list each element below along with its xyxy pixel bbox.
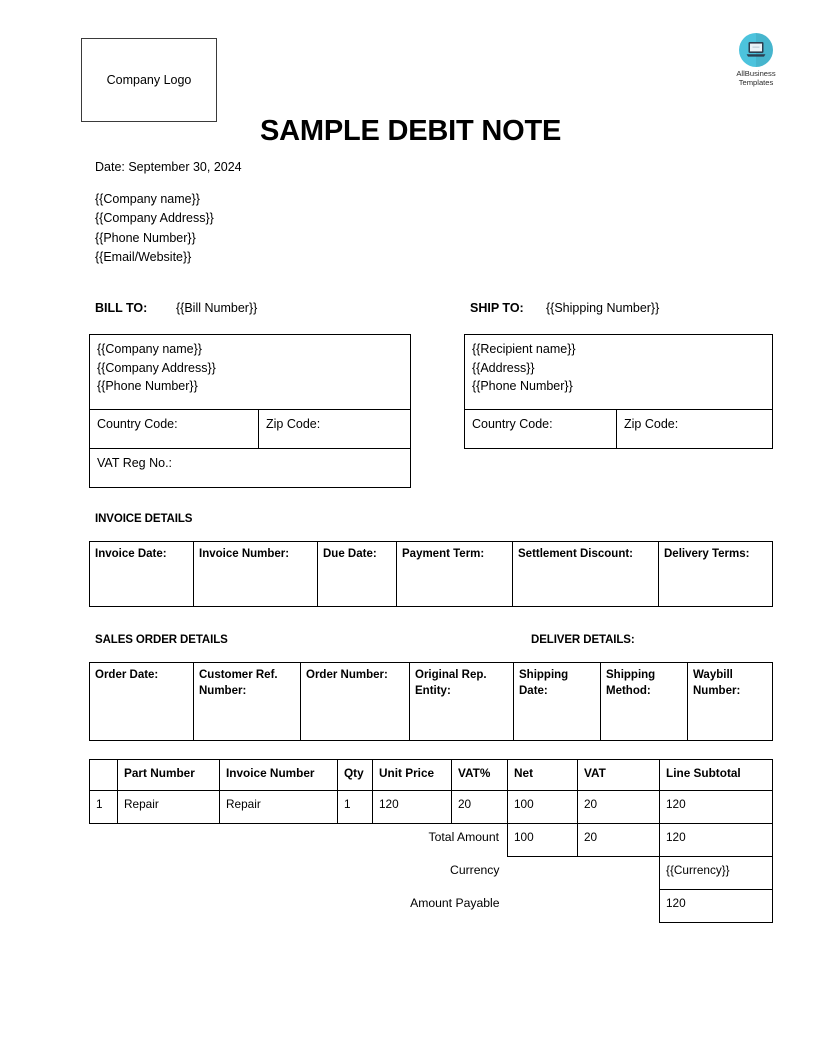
sender-phone: {{Phone Number}}	[95, 230, 196, 245]
table-row	[90, 449, 411, 488]
bill-number-value: {{Bill Number}}	[176, 301, 258, 315]
bill-to-address-cell	[90, 335, 411, 410]
total-amount-row	[90, 824, 773, 857]
cell-qty: 1	[338, 791, 373, 824]
line-items-table	[89, 759, 773, 923]
allbusiness-templates-brand	[722, 33, 790, 88]
col-vat: VAT	[578, 760, 660, 791]
sender-company: {{Company name}}	[95, 192, 200, 206]
cell-index: 1	[90, 791, 118, 824]
col-invoice-number: Invoice Number:	[194, 542, 318, 607]
table-row	[465, 410, 773, 449]
col-waybill-number: Waybill Number:	[688, 663, 773, 741]
col-vat-percent: VAT%	[452, 760, 508, 791]
document-date: Date: September 30, 2024	[95, 160, 242, 174]
col-order-date: Order Date:	[90, 663, 194, 741]
col-payment-term: Payment Term:	[397, 542, 513, 607]
cell-unit-price: 120	[373, 791, 452, 824]
table-row	[90, 335, 411, 410]
page-title: SAMPLE DEBIT NOTE	[260, 115, 562, 147]
bill-to-company: {{Company name}}	[97, 342, 202, 356]
col-unit-price: Unit Price	[373, 760, 452, 791]
bill-to-label: BILL TO:	[95, 301, 148, 315]
ship-to-label: SHIP TO:	[470, 301, 524, 315]
ship-to-zip-code-cell: Zip Code:	[617, 410, 773, 449]
table-header-row	[90, 760, 773, 791]
sales-order-details-heading: SALES ORDER DETAILS	[95, 634, 228, 646]
currency-label: Currency	[450, 862, 500, 877]
col-index	[90, 760, 118, 791]
total-amount-label: Total Amount	[428, 830, 499, 844]
col-part-number: Part Number	[118, 760, 220, 791]
bill-to-zip-code-cell: Zip Code:	[259, 410, 411, 449]
payable-spacer-net	[508, 890, 578, 923]
col-due-date: Due Date:	[318, 542, 397, 607]
col-invoice-date: Invoice Date:	[90, 542, 194, 607]
bill-to-address: {{Company Address}}	[97, 360, 216, 375]
brand-line-2: Templates	[738, 78, 774, 88]
ship-to-address: {{Address}}	[472, 360, 535, 375]
invoice-details-heading: INVOICE DETAILS	[95, 513, 193, 525]
company-logo-label: Company Logo	[106, 73, 192, 87]
cell-vat-percent: 20	[452, 791, 508, 824]
col-settlement-discount: Settlement Discount:	[513, 542, 659, 607]
sender-email: {{Email/Website}}	[95, 249, 192, 264]
table-row	[90, 791, 773, 824]
currency-spacer-net	[508, 857, 578, 890]
amount-payable-value: 120	[660, 890, 773, 923]
brand-line-1: AllBusiness	[736, 69, 776, 78]
amount-payable-label: Amount Payable	[410, 895, 500, 910]
col-shipping-date: Shipping Date:	[514, 663, 601, 741]
ship-to-recipient: {{Recipient name}}	[472, 342, 576, 356]
shipping-number-value: {{Shipping Number}}	[546, 301, 660, 315]
col-delivery-terms: Delivery Terms:	[659, 542, 773, 607]
cell-line-subtotal: 120	[660, 791, 773, 824]
total-net-value: 100	[508, 824, 578, 857]
company-logo-placeholder	[81, 38, 217, 122]
ship-to-address-cell	[465, 335, 773, 410]
col-order-number: Order Number:	[301, 663, 410, 741]
sender-address-block	[95, 190, 214, 267]
amount-payable-row	[90, 890, 773, 923]
currency-row	[90, 857, 773, 890]
cell-item-invoice-number: Repair	[220, 791, 338, 824]
bill-to-country-code-cell: Country Code:	[90, 410, 259, 449]
cell-vat: 20	[578, 791, 660, 824]
total-subtotal-value: 120	[660, 824, 773, 857]
currency-value: {{Currency}}	[660, 857, 773, 890]
col-net: Net	[508, 760, 578, 791]
ship-to-phone: {{Phone Number}}	[472, 379, 573, 394]
payable-spacer-vat	[578, 890, 660, 923]
sender-address: {{Company Address}}	[95, 211, 214, 226]
table-row	[90, 410, 411, 449]
deliver-details-heading: DELIVER DETAILS:	[531, 634, 635, 646]
table-header-row	[90, 542, 773, 607]
col-original-rep-entity: Original Rep. Entity:	[410, 663, 514, 741]
bill-to-phone: {{Phone Number}}	[97, 379, 198, 394]
cell-net: 100	[508, 791, 578, 824]
laptop-icon	[739, 33, 773, 67]
currency-spacer-vat	[578, 857, 660, 890]
col-qty: Qty	[338, 760, 373, 791]
bill-to-vat-reg-cell: VAT Reg No.:	[90, 449, 411, 488]
col-line-subtotal: Line Subtotal	[660, 760, 773, 791]
sales-order-details-table	[89, 662, 773, 741]
table-header-row	[90, 663, 773, 741]
total-vat-value: 20	[578, 824, 660, 857]
cell-part-number: Repair	[118, 791, 220, 824]
col-item-invoice-number: Invoice Number	[220, 760, 338, 791]
table-row	[465, 335, 773, 410]
ship-to-table	[464, 334, 773, 449]
col-customer-ref-number: Customer Ref. Number:	[194, 663, 301, 741]
col-shipping-method: Shipping Method:	[601, 663, 688, 741]
bill-to-table	[89, 334, 411, 488]
ship-to-country-code-cell: Country Code:	[465, 410, 617, 449]
invoice-details-table	[89, 541, 773, 607]
